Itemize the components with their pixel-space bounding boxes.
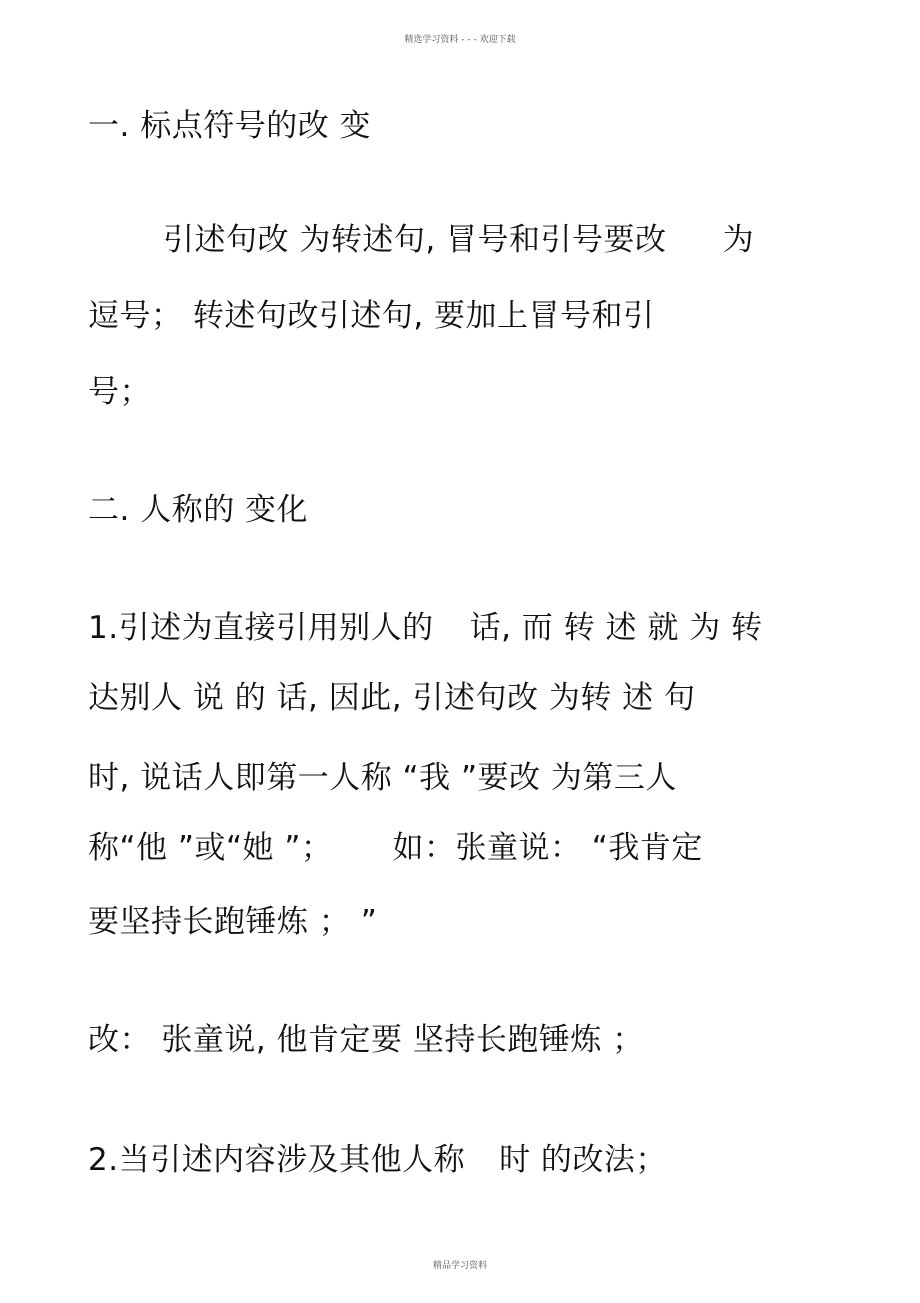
item-1-line-4-end: 如：张童说： “我肯定 [392,830,703,866]
example-change-line: 改： 张童说, 他肯定要 坚持长跑锤炼 ； [88,1022,644,1058]
item-1-line-5: 要坚持长跑锤炼 ； ” [88,904,378,940]
item-1-line-3: 时, 说话人即第一人称 “我 ”要改 为第三人 [88,760,677,796]
section-2-title: 二. 人称的 变化 [88,492,309,528]
section-1-title: 一. 标点符号的改 变 [88,108,372,144]
item-1-line-1-text: 1.引述为直接引用别人的 [88,610,434,646]
para-1-line-1-end: 为 [722,222,755,258]
para-1-line-2: 逗号； 转述句改引述句, 要加上冒号和引 [88,298,655,334]
page-footer: 精品学习资料 [432,1261,487,1271]
item-1-line-2: 达别人 说 的 话, 因此, 引述句改 为转 述 句 [88,680,696,716]
item-1-line-1 [88,608,763,648]
item-1-line-1-end: 话, 而 转 述 就 为 转 [469,610,763,646]
para-1-line-3: 号； [88,374,151,410]
para-1-line-1 [163,220,754,260]
item-2-line-1-end: 时 的改法； [499,1142,667,1178]
item-2-line-1-text: 2.当引述内容涉及其他人称 [88,1142,466,1178]
item-1-line-4-text: 称“他 ”或“她 ”； [88,830,333,866]
item-1-line-4 [88,828,703,868]
item-2-line-1 [88,1140,667,1180]
page-header: 精选学习资料 - - - 欢迎下载 [404,35,516,45]
para-1-line-1-text: 引述句改 为转述句, 冒号和引号要改 [163,222,667,258]
